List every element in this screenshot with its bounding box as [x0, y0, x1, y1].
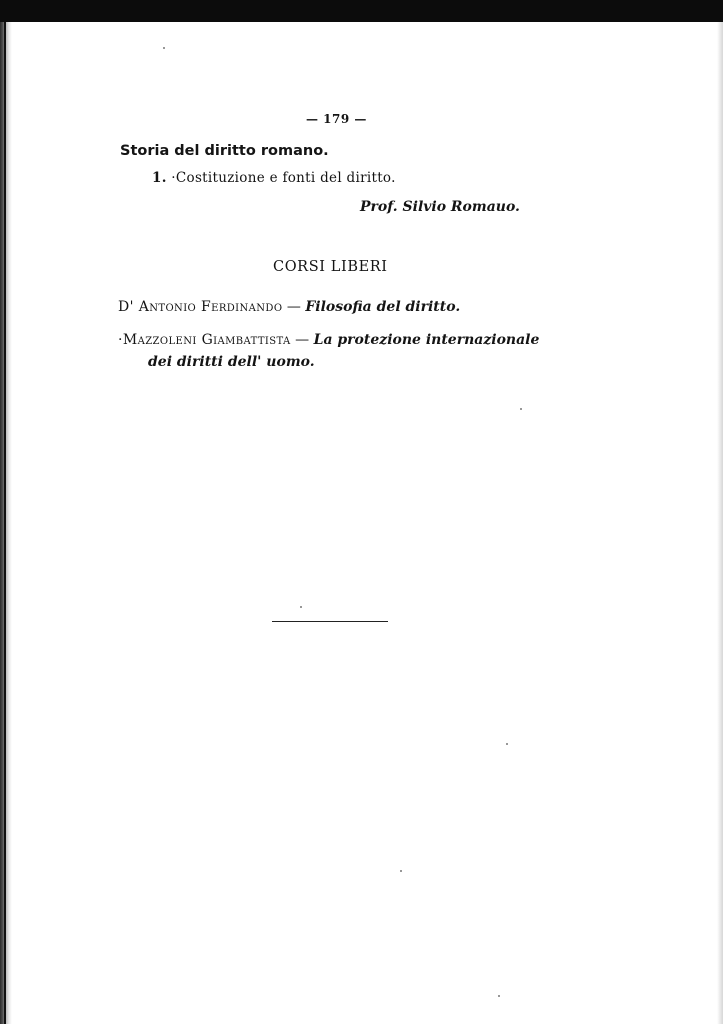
course-name: ·Costituzione e fonti del diritto. [171, 170, 396, 186]
scan-right-edge [717, 22, 723, 1024]
scan-left-edge [0, 22, 12, 1024]
page-number: — 179 — [306, 112, 367, 126]
free-courses-heading: CORSI LIBERI [273, 259, 388, 275]
scan-speck [506, 743, 508, 745]
lecturer-name: ·Mazzoleni Giambattista [118, 332, 291, 348]
end-rule [272, 621, 388, 622]
entry-dash: — [286, 299, 301, 315]
scan-left-edge-line [4, 22, 6, 1024]
free-course-entry [118, 296, 460, 318]
scan-speck [163, 47, 165, 49]
scan-speck [498, 995, 500, 997]
entry-dash: — [295, 332, 310, 348]
scan-speck [400, 870, 402, 872]
scan-top-border [0, 0, 723, 22]
course-title: La protezione internazionale [313, 332, 540, 348]
section-title: Storia del diritto romano. [120, 143, 329, 159]
course-item [152, 170, 396, 186]
free-course-entry [118, 329, 558, 373]
scan-speck [300, 606, 302, 608]
scan-speck [520, 408, 522, 410]
course-number: 1. [152, 170, 167, 186]
course-title: Filosofia del diritto. [305, 299, 461, 315]
lecturer-name: D' Antonio Ferdinando [118, 299, 283, 315]
course-professor: Prof. Silvio Romauo. [360, 199, 520, 215]
course-title-continuation: dei diritti dell' uomo. [148, 354, 315, 370]
